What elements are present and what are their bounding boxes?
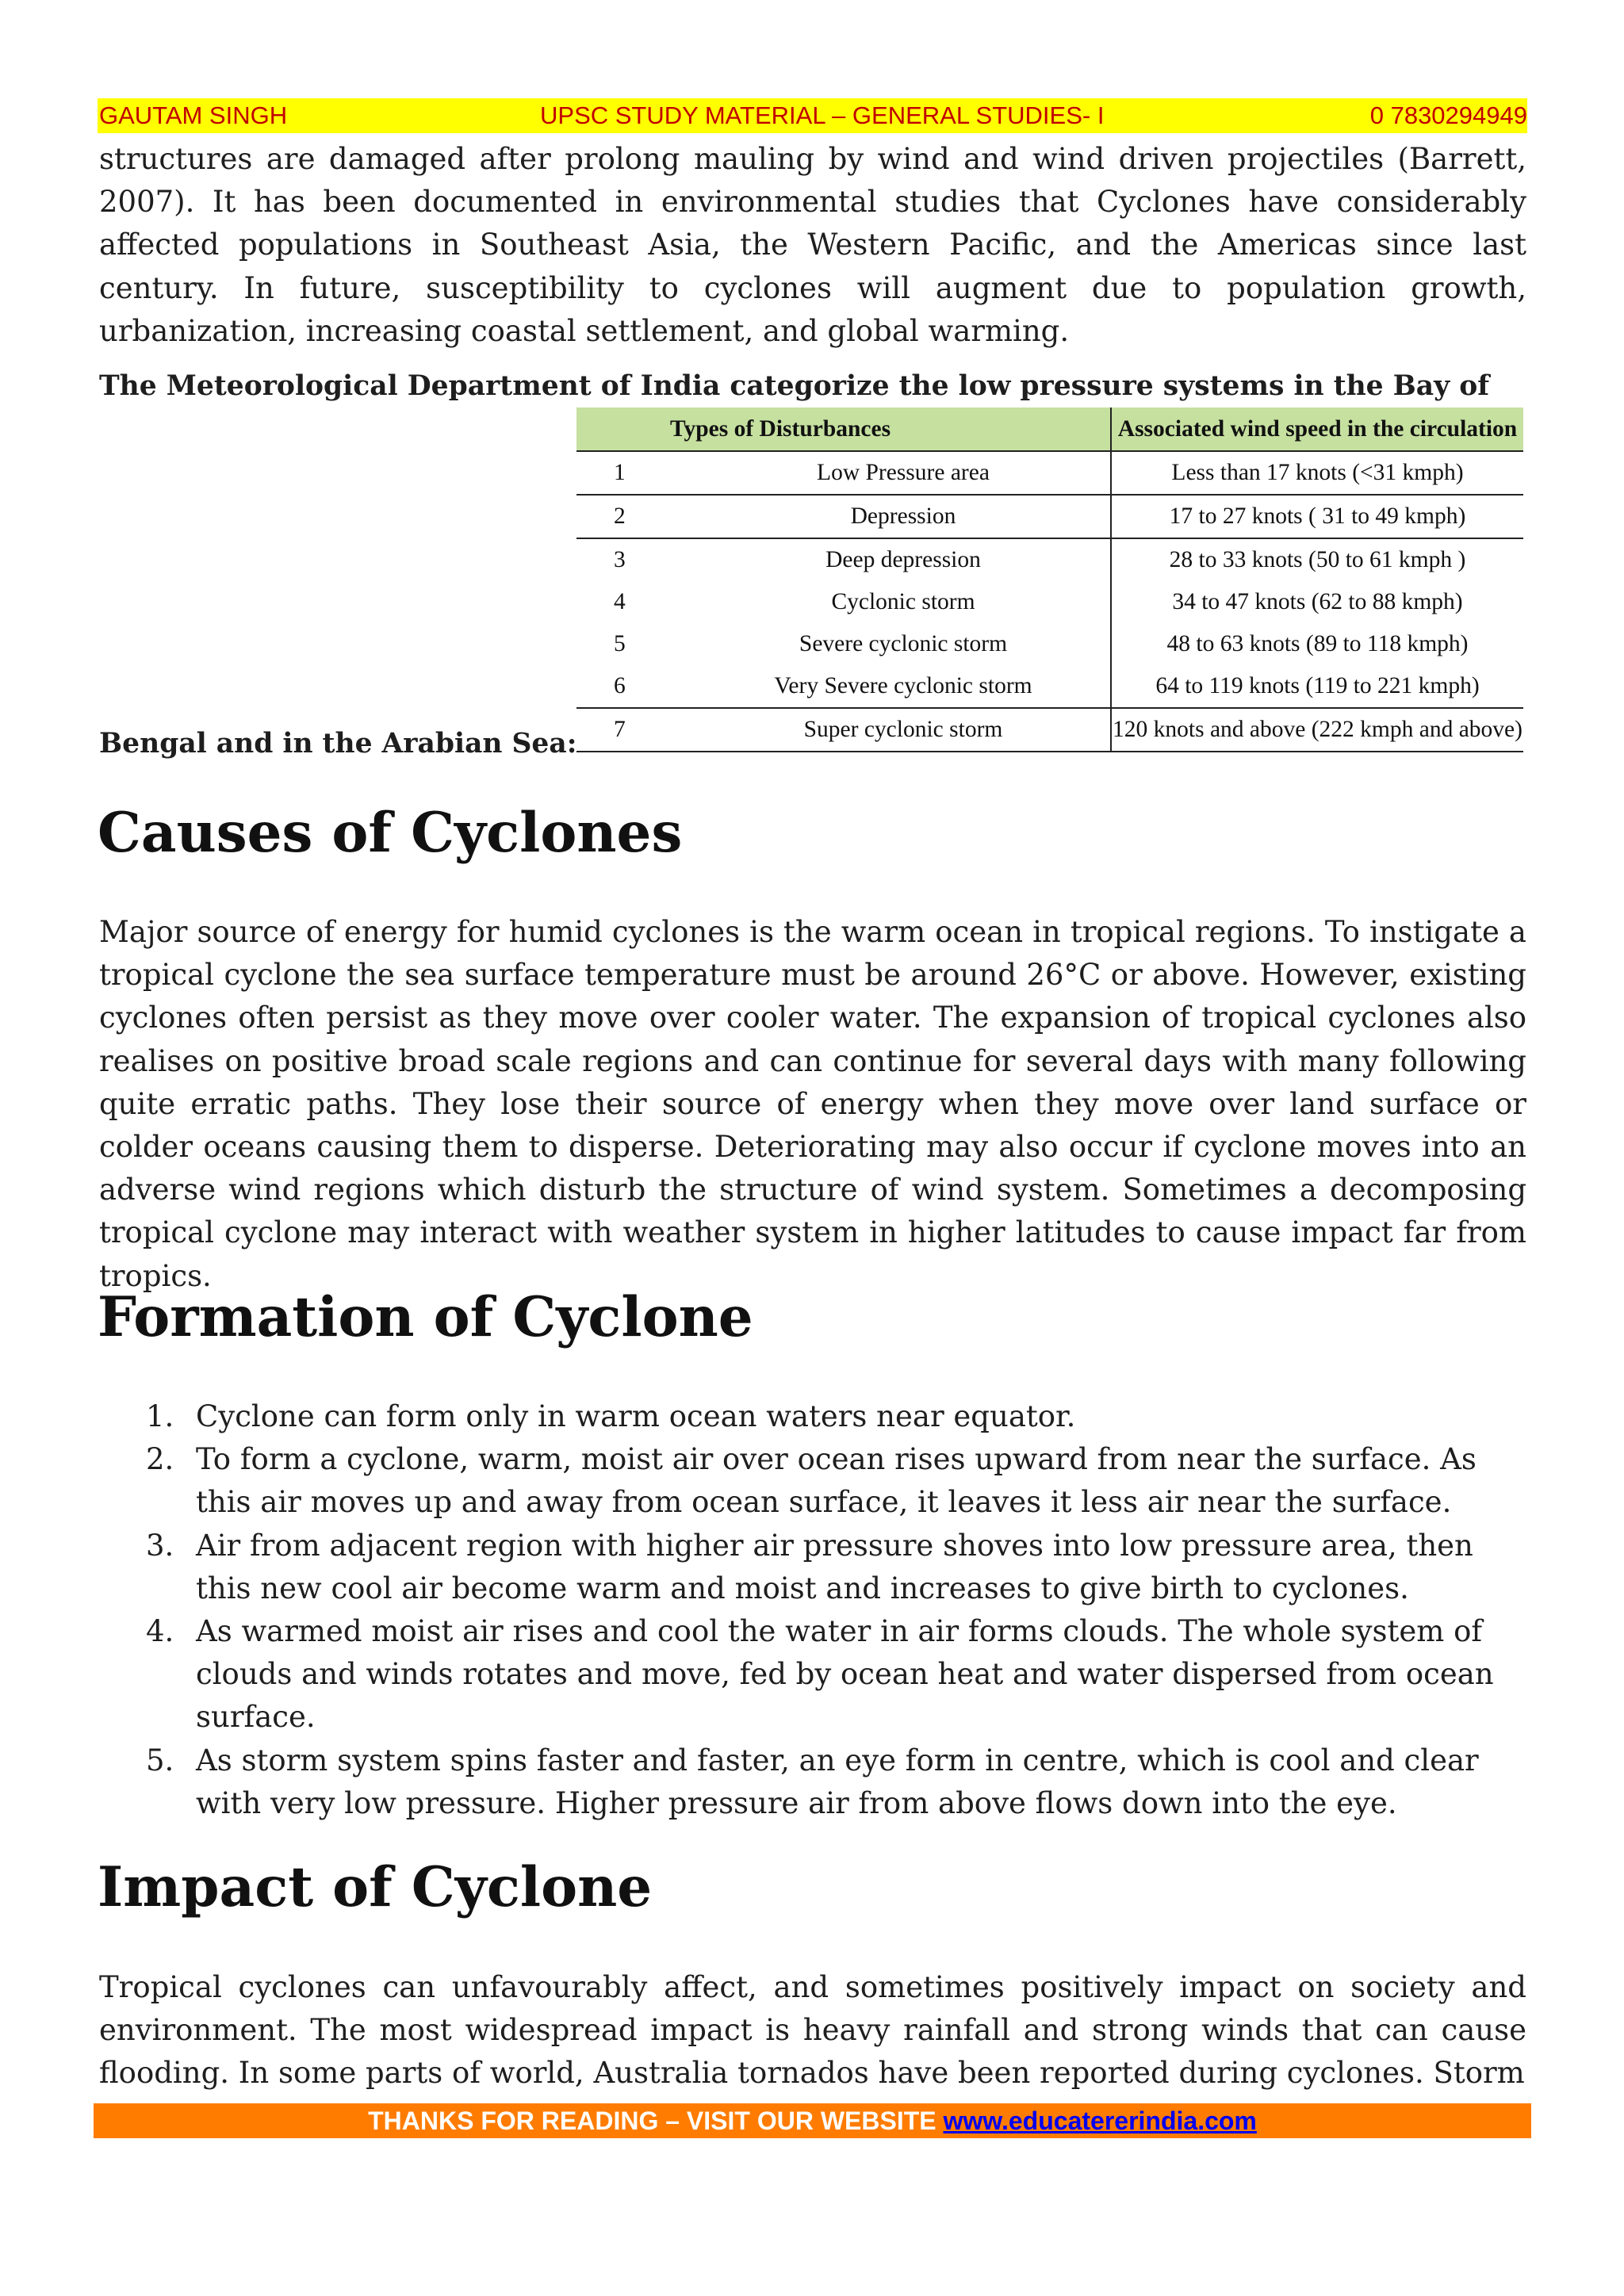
table-row bbox=[576, 665, 1523, 708]
row-type: Severe cyclonic storm bbox=[799, 631, 1008, 656]
formation-heading: Formation of Cyclone bbox=[98, 1285, 753, 1349]
row-number: 5 bbox=[614, 631, 626, 656]
header-author: GAUTAM SINGH bbox=[99, 101, 288, 129]
row-type: Low Pressure area bbox=[817, 460, 990, 485]
table-header-row bbox=[576, 408, 1523, 451]
page-footer bbox=[94, 2103, 1531, 2138]
row-type: Cyclonic storm bbox=[831, 589, 975, 614]
list-item bbox=[99, 1438, 1526, 1524]
list-item-number: 3. bbox=[146, 1528, 174, 1563]
list-item-text: Cyclone can form only in warm ocean waters near equator. bbox=[196, 1399, 1076, 1433]
header-title: UPSC STUDY MATERIAL – GENERAL STUDIES- I bbox=[540, 101, 1105, 129]
list-item bbox=[99, 1739, 1526, 1825]
disturbance-table bbox=[576, 408, 1523, 752]
impact-paragraph: Tropical cyclones can unfavourably affect, and sometimes positively impact on society and environment. The most widespread impact is heavy rainfall and strong winds that can cause flooding. In some parts of world, Australia tornados have been reported during cyclones. Storm bbox=[99, 1970, 1526, 2091]
row-speed: 28 to 33 knots (50 to 61 kmph ) bbox=[1111, 538, 1523, 581]
list-item-text: To form a cyclone, warm, moist air over ocean rises upward from near the surface. As this air moves up and away from ocean surface, it leaves it less air near the surface. bbox=[196, 1442, 1477, 1520]
formation-steps-list bbox=[99, 1395, 1526, 1825]
table-row bbox=[576, 495, 1523, 538]
classification-intro-line1: The Meteorological Department of India categorize the low pressure systems in the Bay of bbox=[99, 370, 1490, 402]
row-speed: 17 to 27 knots ( 31 to 49 kmph) bbox=[1111, 495, 1523, 538]
row-number: 4 bbox=[614, 589, 626, 614]
list-item bbox=[99, 1525, 1526, 1610]
table-row bbox=[576, 451, 1523, 495]
row-type: Deep depression bbox=[696, 538, 1111, 581]
causes-paragraph: Major source of energy for humid cyclones is the warm ocean in tropical regions. To instigate a tropical cyclone the sea surface temperature must be around 26°C or above. However, existing cyclones often persist as they move over cooler water. The expansion of tropical cyclones also realises on positive broad scale regions and can continue for several days with many following quite erratic paths. They lose their source of energy when they move over land surface or colder oceans causing them to disperse. Deteriorating may also occur if cyclone moves into an adverse wind regions which disturb the structure of wind system. Sometimes a decomposing tropical cyclone may interact with weather system in higher latitudes to cause impact far from tropics. bbox=[99, 915, 1526, 1293]
list-item-number: 2. bbox=[146, 1442, 174, 1477]
causes-heading: Causes of Cyclones bbox=[98, 801, 683, 865]
list-item bbox=[99, 1395, 1526, 1438]
row-speed: 34 to 47 knots (62 to 88 kmph) bbox=[1111, 581, 1523, 623]
table-header-type: Types of Disturbances bbox=[576, 408, 1111, 451]
table-row bbox=[576, 581, 1523, 623]
row-type: Depression bbox=[696, 495, 1111, 538]
list-item-number: 1. bbox=[146, 1399, 174, 1433]
table-row bbox=[576, 623, 1523, 665]
list-item-number: 4. bbox=[146, 1614, 174, 1649]
table-row bbox=[576, 538, 1523, 581]
row-number: 7 bbox=[576, 708, 696, 752]
impact-heading: Impact of Cyclone bbox=[98, 1855, 653, 1919]
intro-paragraph: structures are damaged after prolong mauling by wind and wind driven projectiles (Barrett, 2007). It has been documented in environmental studies that Cyclones have considerably affected populations in Southeast Asia, the Western Pacific, and the Americas since last century. In future, susceptibility to cyclones will augment due to population growth, urbanization, increasing coastal settlement, and global warming. bbox=[99, 142, 1526, 348]
row-speed: 64 to 119 knots (119 to 221 kmph) bbox=[1111, 665, 1523, 708]
classification-intro-line2: Bengal and in the Arabian Sea: bbox=[99, 728, 577, 760]
row-speed: 48 to 63 knots (89 to 118 kmph) bbox=[1111, 623, 1523, 665]
row-type: Very Severe cyclonic storm bbox=[774, 673, 1032, 698]
page-header bbox=[98, 98, 1527, 133]
list-item-text: As warmed moist air rises and cool the water in air forms clouds. The whole system of clouds and winds rotates and move, fed by ocean heat and water dispersed from ocean surface. bbox=[196, 1614, 1494, 1735]
table-header-speed: Associated wind speed in the circulation bbox=[1111, 408, 1523, 451]
row-type: Super cyclonic storm bbox=[696, 708, 1111, 752]
footer-text: THANKS FOR READING – VISIT OUR WEBSITE bbox=[368, 2107, 944, 2135]
list-item bbox=[99, 1610, 1526, 1739]
list-item-text: Air from adjacent region with higher air pressure shoves into low pressure area, then this new cool air become warm and moist and increases to give birth to cyclones. bbox=[196, 1528, 1473, 1605]
row-number: 2 bbox=[576, 495, 696, 538]
row-speed: 120 knots and above (222 kmph and above) bbox=[1111, 708, 1523, 752]
list-item-number: 5. bbox=[146, 1743, 174, 1777]
row-number: 1 bbox=[614, 460, 626, 485]
row-number: 6 bbox=[614, 673, 626, 698]
row-speed: Less than 17 knots (<31 kmph) bbox=[1111, 451, 1523, 495]
website-link[interactable]: www.educatererindia.com bbox=[943, 2107, 1257, 2135]
row-number: 3 bbox=[576, 538, 696, 581]
table-row bbox=[576, 708, 1523, 752]
list-item-text: As storm system spins faster and faster, an eye form in centre, which is cool and clear with very low pressure. Higher pressure air from above flows down into the eye. bbox=[196, 1743, 1479, 1820]
header-phone: 0 7830294949 bbox=[1369, 101, 1527, 129]
